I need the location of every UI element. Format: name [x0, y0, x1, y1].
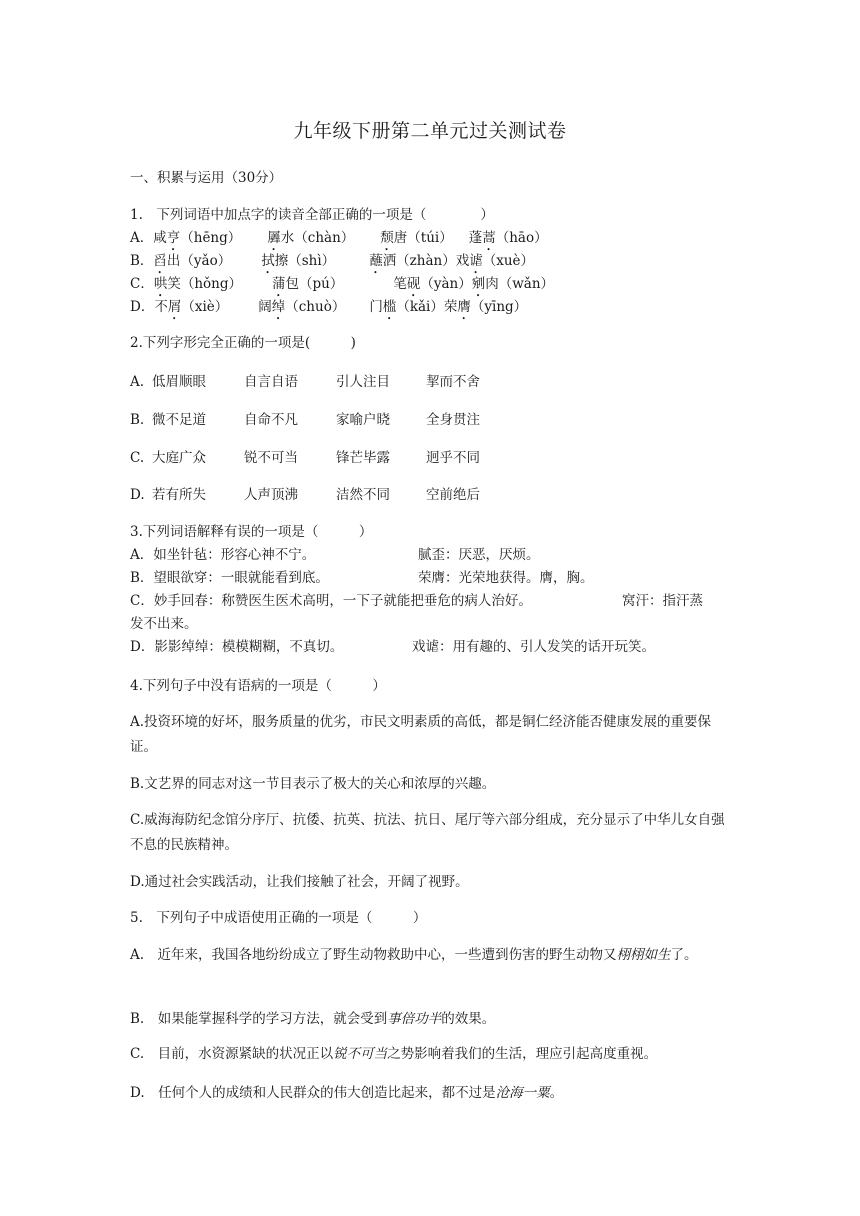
question-1-option-d: D．不屑（xiè） 阔绰（chuò） 门槛（kǎi）荣膺（yīng） — [130, 299, 528, 315]
question-5-option-d: D. 任何个人的成绩和人民群众的伟大创造比起来，都不过是沧海一粟。 — [130, 1085, 564, 1101]
question-2-stem: 2.下列字形完全正确的一项是( ) — [130, 335, 356, 351]
question-2-option-a: A. 低眉顺眼 自言自语 引人注目 挈而不舍 — [130, 374, 480, 390]
question-2-option-b: B. 微不足道 自命不凡 家喻户晓 全身贯注 — [130, 412, 480, 428]
question-4-stem: 4.下列句子中没有语病的一项是（ ） — [130, 678, 386, 694]
question-2-option-c: C. 大庭广众 锐不可当 锋芒毕露 迥乎不同 — [130, 450, 480, 466]
question-3-option-c-continued: 发不出来。 — [130, 616, 198, 632]
page-title: 九年级下册第二单元过关测试卷 — [293, 120, 567, 142]
question-3-option-c: C．妙手回春：称赞医生医术高明，一下子就能把垂危的病人治好。 — [130, 593, 532, 609]
question-3-option-d-second: 戏谑：用有趣的、引人发笑的话开玩笑。 — [412, 639, 655, 655]
question-5-option-b: B. 如果能掌握科学的学习方法，就会受到事倍功半的效果。 — [130, 1011, 496, 1027]
section-heading: 一、积累与运用（30分） — [130, 170, 283, 186]
question-5-stem: 5. 下列句子中成语使用正确的一项是（ ） — [130, 910, 427, 926]
question-1-stem: 1. 下列词语中加点字的读音全部正确的一项是（ ） — [130, 207, 494, 223]
question-3-option-b: B．望眼欲穿：一眼就能看到底。 — [130, 570, 329, 586]
question-4-option-a: A.投资环境的好坏，服务质量的优劣，市民文明素质的高低，都是铜仁经济能否健康发展的重要保证。 — [130, 714, 712, 755]
question-4-option-b: B.文艺界的同志对这一节目表示了极大的关心和浓厚的兴趣。 — [130, 776, 496, 792]
question-1-option-b: B．舀出（yǎo） 拭擦（shì） 蘸洒（zhàn）戏谑（xuè） — [130, 253, 535, 269]
question-3-option-b-second: 荣膺：光荣地获得。膺，胸。 — [418, 570, 594, 586]
question-3-option-a: A．如坐针毡：形容心神不宁。 — [130, 547, 316, 563]
question-4-option-c: C.威海海防纪念馆分序厅、抗倭、抗英、抗法、抗日、尾厅等六部分组成，充分显示了中华儿女自强不息的民族精神。 — [130, 812, 725, 853]
question-3-option-c-second: 窝汗：指汗蒸 — [622, 593, 703, 609]
question-1-option-a: A．咸亨（hēng） 羼水（chàn） 颓唐（túi） 蓬蒿（hāo） — [130, 230, 548, 246]
question-5-option-a: A. 近年来，我国各地纷纷成立了野生动物救助中心，一些遭到伤害的野生动物又栩栩如生了。 — [130, 947, 698, 963]
question-3-option-a-second: 腻歪：厌恶，厌烦。 — [418, 547, 540, 563]
question-3-option-d: D．影影绰绰：模模糊糊，不真切。 — [130, 639, 344, 655]
question-4-option-d: D.通过社会实践活动，让我们接触了社会，开阔了视野。 — [130, 874, 469, 890]
question-1-option-c: C．哄笑（hǒng） 蒲包（pú） 笔砚（yàn）剜肉（wǎn） — [130, 276, 555, 292]
question-3-stem: 3.下列词语解释有误的一项是（ ） — [130, 524, 373, 540]
question-2-option-d: D. 若有所失 人声顶沸 洁然不同 空前绝后 — [130, 487, 480, 503]
question-5-option-c: C. 目前，水资源紧缺的状况正以锐不可当之势影响着我们的生活，理应引起高度重视。 — [130, 1046, 658, 1062]
